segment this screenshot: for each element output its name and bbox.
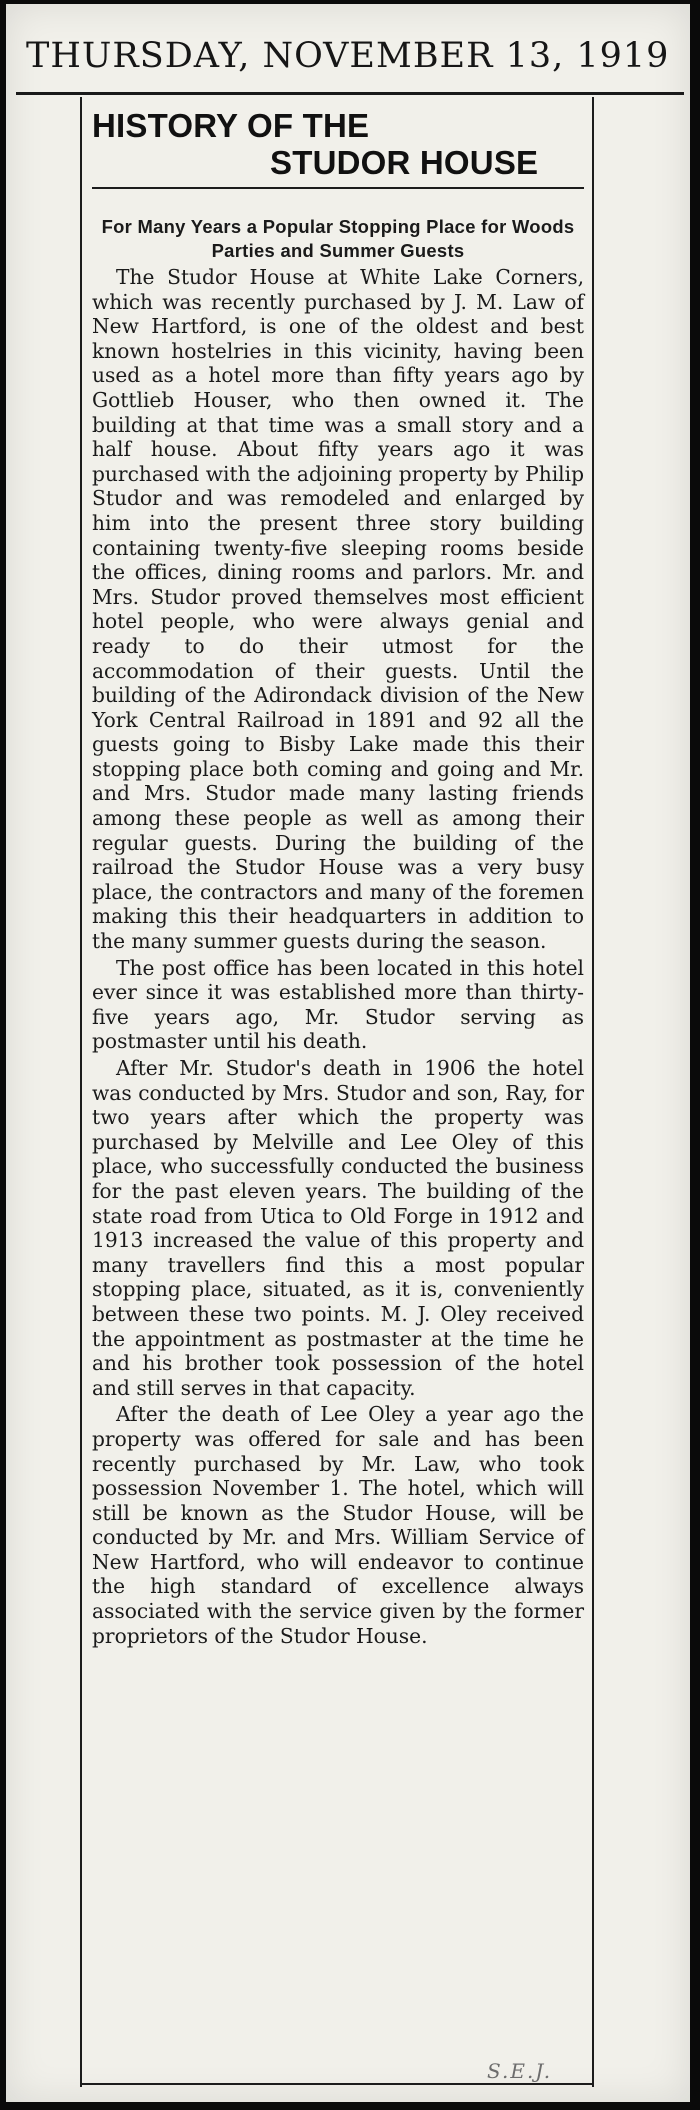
footer-rule bbox=[82, 2083, 592, 2085]
headline-line-1: HISTORY OF THE bbox=[92, 107, 370, 144]
newspaper-clipping-sheet bbox=[6, 4, 690, 2102]
paragraph-1: The Studor House at White Lake Corners, which was recently purchased by J. M. Law of New Hartford, is one of the oldest and best known hostelries in this vicinity, having been used as a hotel more than fifty years ago by Gottlieb Houser, who then owned it. The building at that time was a small story and a half house. About fifty years ago it was purchased with the adjoining property by Philip Studor and was remodeled and enlarged by him into the present three story building containing twenty-five sleeping rooms beside the offices, dining rooms and parlors. Mr. and Mrs. Studor proved themselves most efficient hotel people, who were always genial and ready to do their utmost for the accommodation of their guests. Until the building of the Adirondack division of the New York Central Railroad in 1891 and 92 all the guests going to Bisby Lake made this their stopping place both coming and going and Mr. and Mrs. Studor made many lasting friends among these people as well as among their regular guests. During the building of the railroad the Studor House was a very busy place, the contractors and many of the foremen making this their headquarters in addition to the many summer guests during the season. bbox=[92, 265, 584, 954]
article-body bbox=[92, 265, 584, 1648]
headline-line-2: STUDOR HOUSE bbox=[270, 144, 539, 181]
headline-rule bbox=[92, 187, 584, 189]
article-headline bbox=[92, 107, 584, 181]
paragraph-4: After the death of Lee Oley a year ago the property was offered for sale and has been recently purchased by Mr. Law, who took possession November 1. The hotel, which will still be known as the Studor House, will be conducted by Mr. and Mrs. William Service of New Hartford, who will endeavor to continue the high standard of excellence always associated with the service given by the former proprietors of the Studor House. bbox=[92, 1402, 584, 1648]
article-subhead: For Many Years a Popular Stopping Place for Woods Parties and Summer Guests bbox=[101, 216, 575, 261]
dateline-rule bbox=[16, 92, 684, 95]
article-content bbox=[92, 97, 584, 1650]
paragraph-3: After Mr. Studor's death in 1906 the hotel was conducted by Mrs. Studor and son, Ray, for two years after which the property was purchased by Melville and Lee Oley of this place, who successfully conducted the business for the past eleven years. The building of the state road from Utica to Old Forge in 1912 and 1913 increased the value of this property and many travellers find this a most popular stopping place, situated, as it is, conveniently between these two points. M. J. Oley received the appointment as postmaster at the time he and his brother took possession of the hotel and still serves in that capacity. bbox=[92, 1056, 584, 1400]
article-column bbox=[80, 97, 594, 2087]
handwritten-initials: S.E.J. bbox=[487, 2059, 553, 2083]
paragraph-2: The post office has been located in this hotel ever since it was established more than thirty-five years ago, Mr. Studor serving as postmaster until his death. bbox=[92, 955, 584, 1054]
dateline: THURSDAY, NOVEMBER 13, 1919 bbox=[26, 36, 670, 76]
